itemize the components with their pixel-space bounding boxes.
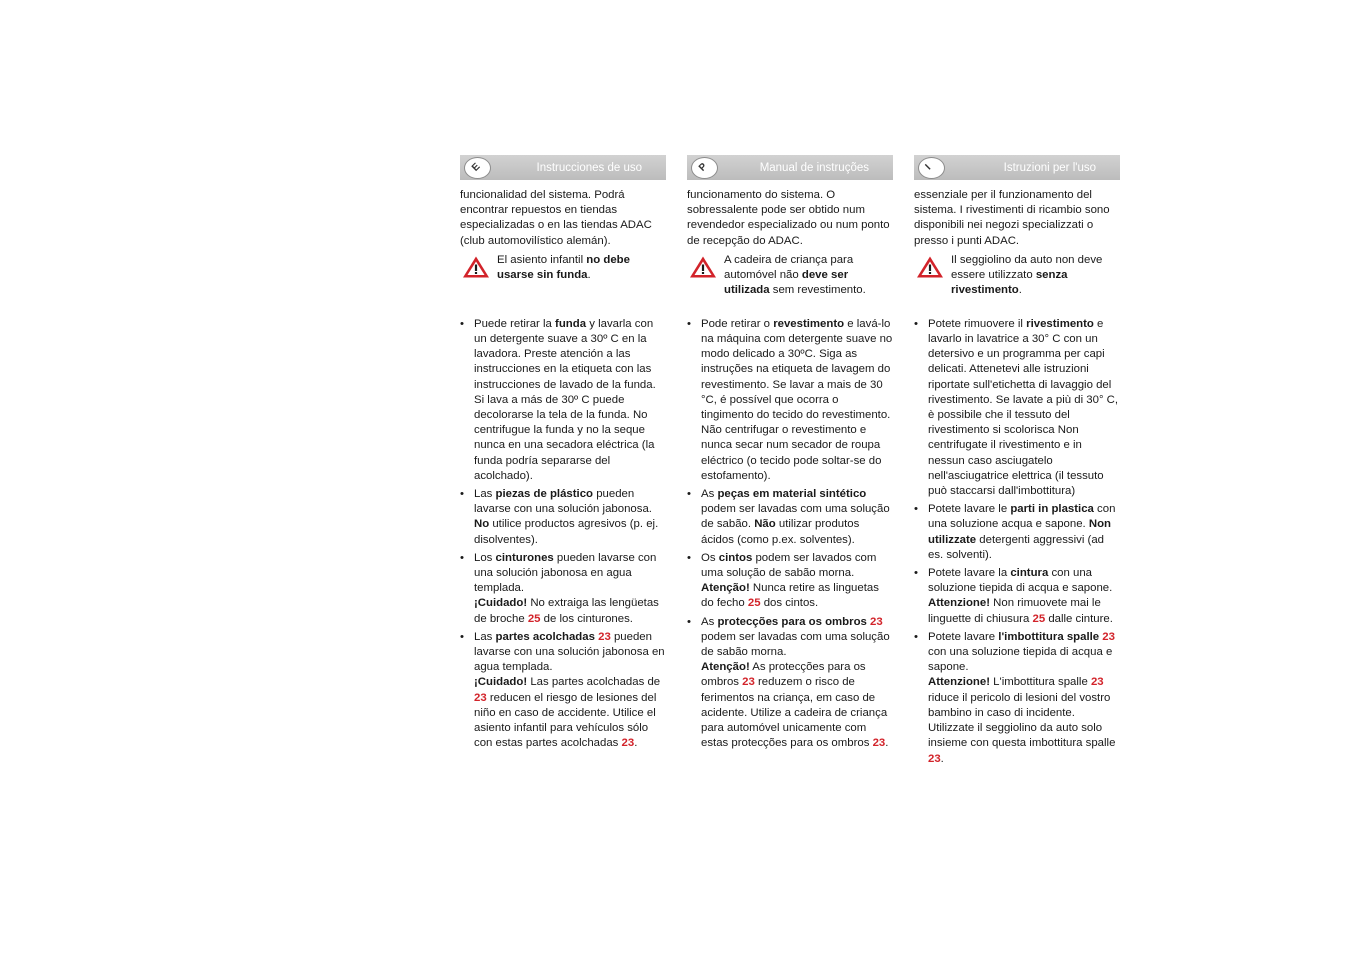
- figure-reference: 23: [621, 737, 635, 750]
- text-run: Il seggiolino da auto non deve essere utilizzato: [951, 253, 1103, 282]
- emphasis-text: parti in plastica: [1010, 503, 1094, 516]
- text-run: podem ser lavadas com uma solução de sabão.: [701, 503, 890, 531]
- text-run: No extraiga las lengüetas de broche: [474, 597, 659, 625]
- list-item: [914, 502, 1120, 563]
- text-run: Nunca retire as linguetas do fecho: [701, 582, 879, 610]
- text-run: essenziale per il funzionamento del sistema. I rivestimenti di ricambio sono disponibili nei negozi specializzati o presso i punti ADAC.: [914, 189, 1110, 247]
- figure-reference: 25: [527, 612, 541, 625]
- text-run: Os: [701, 551, 719, 564]
- emphasis-text: Atenção!: [701, 582, 750, 595]
- intro-paragraph: [687, 188, 893, 249]
- warning-text: [951, 253, 1120, 299]
- text-run: As: [701, 488, 718, 501]
- warning-triangle-icon: [916, 255, 944, 279]
- language-letter: E: [470, 161, 483, 174]
- text-run: con una soluzione tiepida di acqua e sapone.: [928, 567, 1113, 595]
- text-run: podem ser lavadas com uma solução de sabão morna.: [701, 630, 890, 659]
- care-list: [460, 317, 666, 752]
- warning-triangle-icon: [462, 255, 490, 279]
- figure-reference: 23: [474, 691, 487, 704]
- text-run: e lavá-lo na máquina com detergente suave no modo delicado a 30ºC. Siga as instruções na etiqueta de lavagem do revestimento. Se lavar a mais de 30 °C, é possível que ocorra o tingimento do tecido do revestimento. Não centrifugar o revestimento e nunca secar num secador de roupa eléctrico (o tecido pode soltar-se do estofamento).: [701, 317, 893, 482]
- language-letter: P: [697, 161, 710, 174]
- figure-reference: 25: [747, 597, 761, 610]
- emphasis-text: piezas de plástico: [495, 488, 594, 501]
- emphasis-text: Attenzione!: [928, 597, 991, 610]
- care-list: [914, 317, 1120, 767]
- text-run: .: [634, 737, 638, 750]
- emphasis-text: Não: [754, 518, 776, 531]
- text-run: riduce il pericolo di lesioni del vostro bambino in caso di incidente. Utilizzate il seggiolino da auto solo insieme con questa imbottitura spalle: [928, 691, 1116, 750]
- text-run: pueden lavarse con una solución jabonosa en agua templada.: [474, 551, 657, 595]
- header-title: Manual de instruções: [759, 162, 869, 174]
- emphasis-text: cintos: [718, 551, 753, 564]
- emphasis-text: senza rivestimento: [951, 269, 1068, 297]
- figure-reference: 25: [1032, 612, 1046, 625]
- figure-reference: 23: [1102, 630, 1115, 643]
- text-run: Potete lavare: [928, 630, 999, 643]
- text-run: pueden lavarse con una solución jabonosa en agua templada.: [474, 630, 665, 674]
- text-run: con una soluzione acqua e sapone.: [928, 503, 1116, 531]
- emphasis-text: partes acolchadas: [495, 630, 595, 643]
- list-item: [914, 317, 1120, 499]
- warning-note: [460, 253, 666, 299]
- text-run: Potete lavare le: [928, 503, 1011, 516]
- emphasis-text: deve ser utilizada: [724, 269, 849, 297]
- list-item: [460, 487, 666, 548]
- section-header: [460, 155, 666, 180]
- text-run: podem ser lavados com uma solução de sabão morna.: [701, 551, 877, 580]
- list-item: [687, 317, 893, 484]
- language-badge: [918, 157, 945, 179]
- header-title: Istruzioni per l'uso: [1003, 162, 1096, 174]
- header-title: Instrucciones de uso: [536, 162, 642, 174]
- emphasis-text: ¡Cuidado!: [474, 597, 528, 610]
- figure-reference: 23: [1090, 676, 1104, 689]
- emphasis-text: rivestimento: [1026, 317, 1094, 330]
- text-run: reducen el riesgo de lesiones del niño en caso de accidente. Utilice el asiento infantil para vehículos sólo con estas partes acolchadas: [474, 691, 657, 750]
- list-item: [914, 630, 1120, 767]
- emphasis-text: ¡Cuidado!: [474, 676, 528, 689]
- list-item: [914, 566, 1120, 627]
- text-run: Las: [474, 488, 496, 501]
- warning-text: [497, 253, 666, 283]
- emphasis-text: Atenção!: [701, 661, 750, 674]
- text-run: Las partes acolchadas de: [527, 676, 661, 689]
- text-run: .: [587, 269, 591, 282]
- warning-note: [914, 253, 1120, 299]
- emphasis-text: Non utilizzate: [928, 518, 1112, 546]
- emphasis-text: funda: [555, 317, 587, 330]
- text-run: reduzem o risco de ferimentos na criança, em caso de acidente. Utilize a cadeira de criança para automóvel unicamente com estas protecções para os ombros: [701, 676, 888, 750]
- text-run: sem revestimento.: [769, 284, 866, 297]
- section-header: [914, 155, 1120, 180]
- care-list: [687, 317, 893, 752]
- text-run: Potete rimuovere il: [928, 317, 1027, 330]
- list-item: [687, 551, 893, 612]
- text-run: Non rimuovete mai le linguette di chiusura: [928, 597, 1101, 625]
- text-run: utilizar produtos ácidos (como p.ex. solventes).: [701, 518, 860, 546]
- text-run: Potete lavare la: [928, 567, 1011, 580]
- text-run: e lavarlo in lavatrice a 30° C con un detersivo e un programma per capi delicati. Attenetevi alle istruzioni riportate sull'etichetta di lavaggio del rivestimento. Se lavate a più di 30° C, è possibile che il tessuto del rivestimento si scolorisca Non centrifugate il rivestimento e in nessun caso asciugatelo nell'asciugatrice elettrica (il tessuto può staccarsi dall'imbottitura): [928, 317, 1119, 498]
- column-italian: [914, 155, 1120, 770]
- text-run: funcionamento do sistema. O sobressalente pode ser obtido num revendedor especializado ou num ponto de recepção do ADAC.: [687, 189, 890, 247]
- figure-reference: 23: [870, 615, 883, 628]
- text-run: dos cintos.: [760, 597, 819, 610]
- emphasis-text: revestimento: [773, 317, 845, 330]
- section-header: [687, 155, 893, 180]
- text-run: .: [940, 752, 944, 765]
- figure-reference: 23: [742, 676, 755, 689]
- emphasis-text: no debe usarse sin funda: [497, 253, 630, 282]
- list-item: [460, 551, 666, 627]
- emphasis-text: l'imbottitura spalle: [998, 630, 1100, 643]
- emphasis-text: cintura: [1010, 567, 1049, 580]
- text-run: As protecções para os ombros: [701, 661, 866, 689]
- warning-triangle-icon: [689, 255, 717, 279]
- intro-paragraph: [460, 188, 666, 249]
- warning-text: [724, 253, 893, 299]
- text-run: utilice productos agresivos (p. ej. disolventes).: [474, 518, 659, 546]
- language-badge: [464, 157, 491, 179]
- emphasis-text: protecções para os ombros: [717, 615, 867, 628]
- text-run: Puede retirar la: [474, 317, 556, 330]
- figure-reference: 23: [928, 752, 941, 765]
- language-badge: [691, 157, 718, 179]
- text-run: .: [885, 737, 889, 750]
- text-run: .: [1018, 284, 1022, 297]
- figure-reference: 23: [872, 737, 886, 750]
- list-item: [687, 615, 893, 752]
- text-run: Las: [474, 630, 496, 643]
- text-run: pueden lavarse con una solución jabonosa.: [474, 488, 652, 516]
- text-run: As: [701, 615, 718, 628]
- emphasis-text: Attenzione!: [928, 676, 991, 689]
- list-item: [687, 487, 893, 548]
- text-run: Los: [474, 551, 496, 564]
- emphasis-text: peças em material sintético: [717, 488, 867, 501]
- text-run: dalle cinture.: [1045, 612, 1113, 625]
- text-run: Pode retirar o: [701, 317, 774, 330]
- warning-note: [687, 253, 893, 299]
- text-run: L'imbottitura spalle: [990, 676, 1091, 689]
- column-portuguese: [687, 155, 893, 755]
- text-run: de los cinturones.: [540, 612, 633, 625]
- language-letter: I: [923, 162, 934, 173]
- emphasis-text: cinturones: [495, 551, 554, 564]
- intro-paragraph: [914, 188, 1120, 249]
- text-run: funcionalidad del sistema. Podrá encontrar repuestos en tiendas especializadas o en las tiendas ADAC (club automovilístico alemán).: [460, 189, 652, 247]
- text-run: A cadeira de criança para automóvel não: [724, 253, 854, 282]
- text-run: detergenti aggressivi (ad es. solventi).: [928, 533, 1105, 561]
- text-run: El asiento infantil: [497, 253, 587, 266]
- list-item: [460, 317, 666, 484]
- column-spanish: [460, 155, 666, 755]
- list-item: [460, 630, 666, 752]
- text-run: con una soluzione tiepida di acqua e sapone.: [928, 646, 1113, 674]
- figure-reference: 23: [598, 630, 611, 643]
- text-run: y lavarla con un detergente suave a 30º C en la lavadora. Preste atención a las instrucciones en la etiqueta con las instrucciones de lavado de la funda. Si lava a más de 30º C puede decolorarse la tela de la funda. No centrifugue la funda y no la seque nunca en una secadora eléctrica (la funda podría separarse del acolchado).: [474, 317, 656, 482]
- emphasis-text: No: [474, 518, 490, 531]
